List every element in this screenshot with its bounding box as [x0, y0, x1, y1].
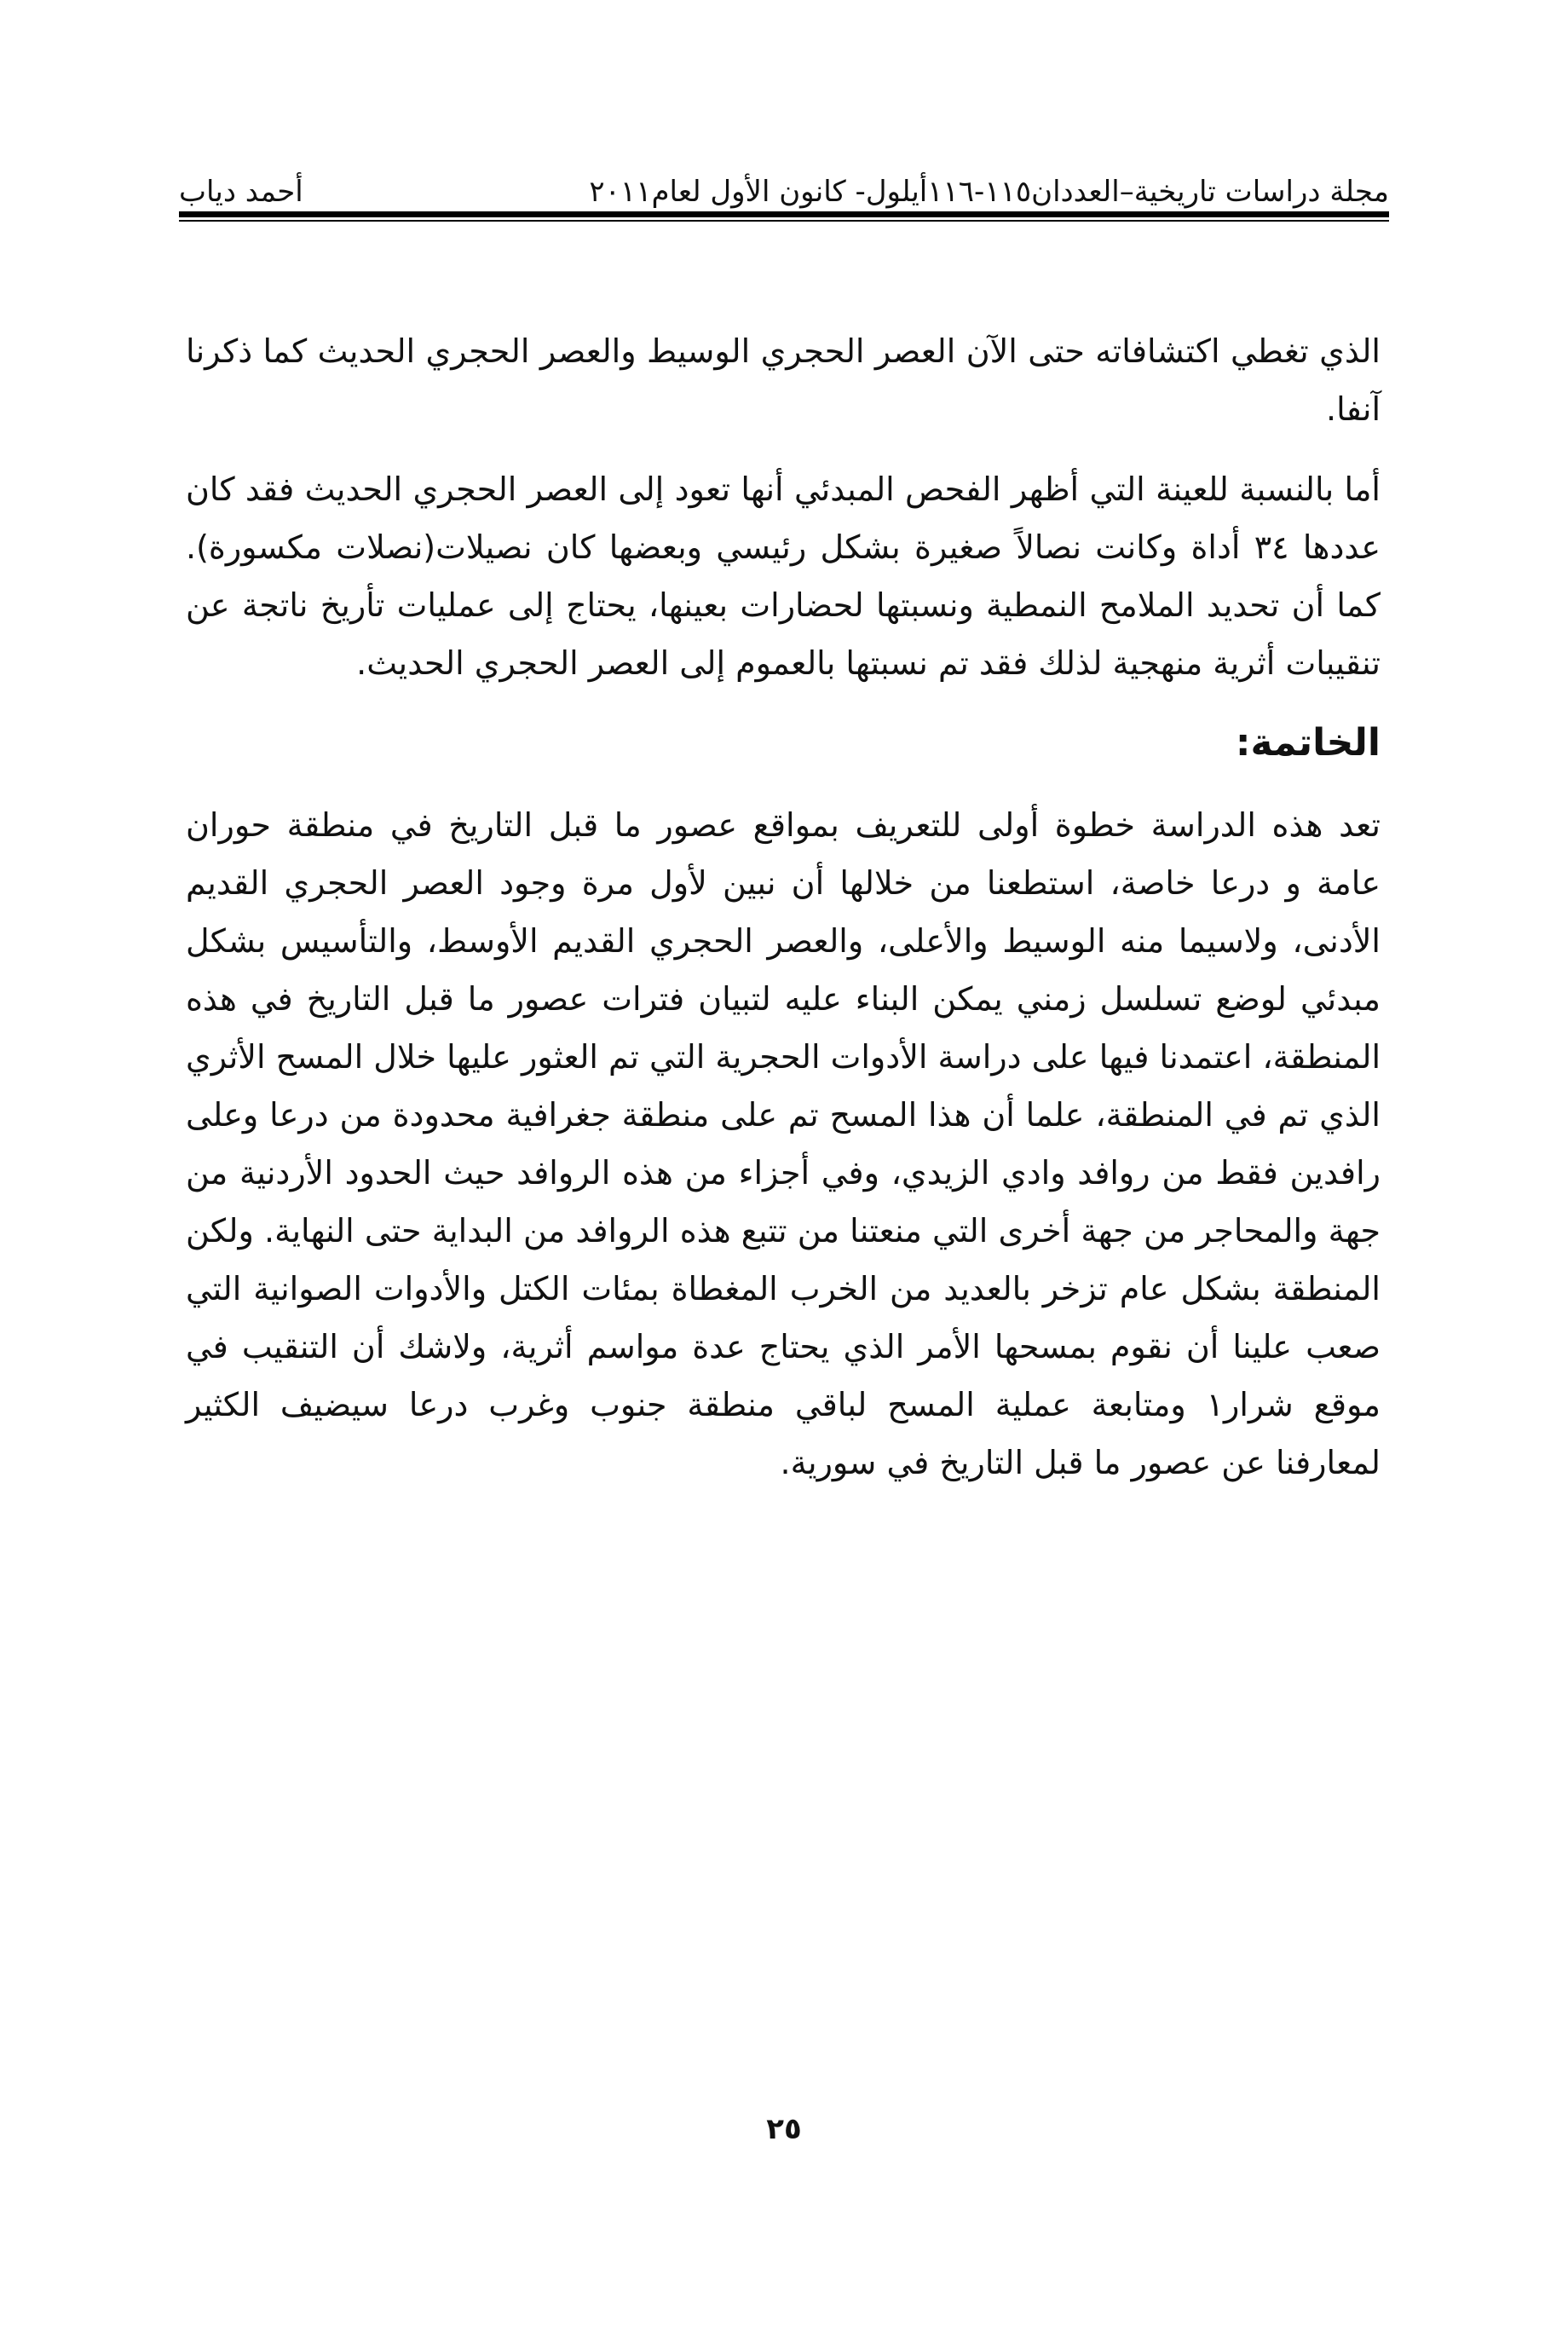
running-header	[179, 167, 1389, 210]
page-number: ٢٥	[766, 2112, 802, 2146]
journal-title: مجلة دراسات تاريخية–العددان١١٥-١١٦أيلول- كانون الأول لعام٢٠١١	[589, 175, 1389, 209]
author-name: أحمد دياب	[179, 175, 303, 209]
header-rule-thick	[179, 211, 1389, 217]
body-text	[186, 322, 1381, 1514]
paragraph-2: أما بالنسبة للعينة التي أظهر الفحص المبدئي أنها تعود إلى العصر الحجري الحديث فقد كان عددها ٣٤ أداة وكانت نصالاً صغيرة بشكل رئيسي وبعضها كان نصيلات(نصلات مكسورة). كما أن تحديد الملامح النمطية ونسبتها لحضارات بعينها، يحتاج إلى عمليات تأريخ ناتجة عن تنقيبات أثرية منهجية لذلك فقد تم نسبتها بالعموم إلى العصر الحجري الحديث.	[186, 470, 1381, 682]
paragraph-1: الذي تغطي اكتشافاته حتى الآن العصر الحجري الوسيط والعصر الحجري الحديث كما ذكرنا آنفا.	[186, 332, 1381, 428]
conclusion-paragraph: تعد هذه الدراسة خطوة أولى للتعريف بمواقع عصور ما قبل التاريخ في منطقة حوران عامة و درعا خاصة، استطعنا من خلالها أن نبين لأول مرة وجود العصر الحجري القديم الأدنى، ولاسيما منه الوسيط والأعلى، والعصر الحجري القديم الأوسط، والتأسيس بشكل مبدئي لوضع تسلسل زمني يمكن البناء عليه لتبيان فترات عصور ما قبل التاريخ في هذه المنطقة، اعتمدنا فيها على دراسة الأدوات الحجرية التي تم العثور عليها خلال المسح الأثري الذي تم في المنطقة، علما أن هذا المسح تم على منطقة جغرافية محدودة من درعا وعلى رافدين فقط من روافد وادي الزيدي، وفي أجزاء من هذه الروافد حيث الحدود الأردنية من جهة والمحاجر من جهة أخرى التي منعتنا من تتبع هذه الروافد من البداية حتى النهاية. ولكن المنطقة بشكل عام تزخر بالعديد من الخرب المغطاة بمئات الكتل والأدوات الصوانية التي صعب علينا أن نقوم بمسحها الأمر الذي يحتاج عدة مواسم أثرية، ولاشك أن التنقيب في موقع شرار١ ومتابعة عملية المسح لباقي منطقة جنوب وغرب درعا سيضيف الكثير لمعارفنا عن عصور ما قبل التاريخ في سورية.	[186, 806, 1381, 1481]
section-heading: الخاتمة:	[1235, 721, 1381, 765]
header-rule-thin	[179, 220, 1389, 222]
